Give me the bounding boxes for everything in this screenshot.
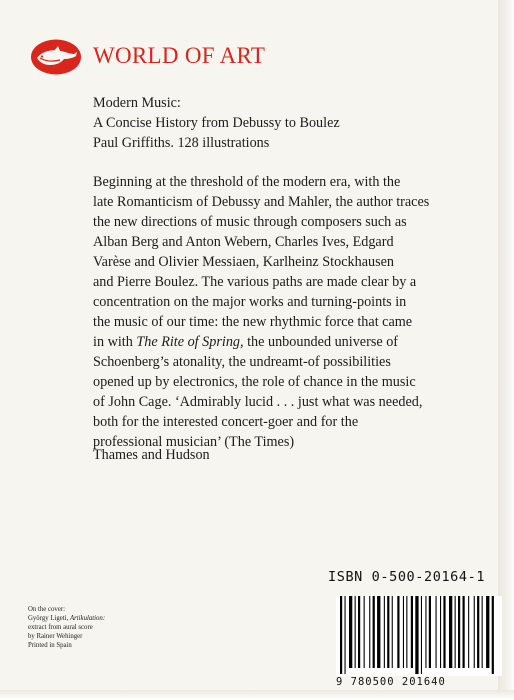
barcode-bar: [349, 596, 352, 668]
barcode-bar: [436, 596, 437, 668]
blurb-line: late Romanticism of Debussy and Mahler, the author traces: [93, 194, 430, 210]
barcode-bar: [406, 596, 407, 668]
barcode-bar: [425, 596, 426, 668]
barcode-bar: [429, 596, 431, 668]
cover-edge-shadow: [498, 0, 514, 700]
blurb-line: Schoenberg’s atonality, the undreamt-of possibilities: [93, 354, 391, 370]
cover-note-line: extract from aural score: [28, 624, 93, 631]
isbn-number: ISBN 0-500-20164-1: [328, 569, 486, 585]
blurb-line: both for the interested concert-goer and for the: [93, 414, 359, 430]
blurb-line: [93, 332, 458, 352]
barcode-bar: [384, 596, 385, 668]
barcode-bar: [392, 596, 393, 668]
book-subtitle-line: A Concise History from Debussy to Boulez: [93, 115, 340, 131]
publisher-name: Thames and Hudson: [93, 447, 210, 463]
barcode-bar: [411, 596, 413, 668]
blurb-line: professional musician’ (The Times): [93, 434, 295, 450]
barcode-bar: [455, 596, 456, 668]
barcode-bar: [492, 596, 494, 674]
barcode-bar: [340, 596, 342, 674]
barcode-bar: [443, 596, 445, 668]
blurb-paragraph: [93, 172, 458, 452]
blurb-line: Varèse and Olivier Messiaen, Karlheinz Stockhausen: [93, 254, 394, 270]
book-author-line: Paul Griffiths. 128 illustrations: [93, 135, 270, 151]
barcode: [336, 596, 502, 676]
work-title-italic: The Rite of Spring,: [136, 334, 244, 350]
book-title-line: Modern Music:: [93, 95, 181, 111]
barcode-bar: [482, 596, 483, 668]
blurb-line: Beginning at the threshold of the modern era, with the: [93, 174, 401, 190]
barcode-bar: [345, 596, 346, 674]
book-info: [93, 93, 340, 153]
barcode-bar: [468, 596, 469, 668]
dolphin-logo-icon: [30, 38, 82, 76]
barcode-bar: [403, 596, 404, 668]
cover-bottom-edge: [0, 690, 514, 700]
barcode-bar: [458, 596, 460, 668]
barcode-bar: [421, 596, 422, 674]
cover-credit-note: [28, 605, 105, 650]
barcode-bar: [355, 596, 356, 668]
barcode-bar: [415, 596, 418, 674]
blurb-text: the unbounded universe of: [243, 334, 399, 350]
barcode-bar: [369, 596, 370, 668]
barcode-digits: 9 780500 201640: [336, 676, 446, 688]
barcode-bar: [474, 596, 475, 668]
barcode-bar: [486, 596, 489, 668]
artwork-title-italic: Artikulation:: [69, 615, 106, 622]
barcode-bar: [440, 596, 441, 668]
cover-note-line: Printed in Spain: [28, 642, 72, 649]
barcode-bars: [336, 596, 502, 676]
blurb-line: opened up by electronics, the role of chance in the music: [93, 374, 416, 390]
cover-note-line: On the cover:: [28, 606, 65, 613]
series-title: WORLD OF ART: [93, 43, 266, 68]
blurb-line: Alban Berg and Anton Webern, Charles Ives, Edgard: [93, 234, 394, 250]
blurb-line: the new directions of music through composers such as: [93, 214, 407, 230]
barcode-bar: [387, 596, 389, 668]
cover-note-text: György Ligeti,: [28, 615, 70, 622]
barcode-bar: [477, 596, 479, 668]
barcode-bar: [463, 596, 465, 668]
cover-note-line: by Rainer Wehinger: [28, 633, 83, 640]
barcode-bar: [358, 596, 360, 668]
barcode-bar: [377, 596, 380, 668]
barcode-bar: [397, 596, 399, 668]
barcode-bar: [449, 596, 452, 668]
barcode-bar: [364, 596, 365, 668]
blurb-line: of John Cage. ‘Admirably lucid . . . just what was needed,: [93, 394, 423, 410]
blurb-line: the music of our time: the new rhythmic force that came: [93, 314, 413, 330]
cover-note-line: [28, 614, 105, 623]
blurb-line: concentration on the major works and turning-points in: [93, 294, 407, 310]
blurb-line: and Pierre Boulez. The various paths are made clear by a: [93, 274, 417, 290]
blurb-text: in with: [93, 334, 137, 350]
barcode-bar: [373, 596, 375, 668]
